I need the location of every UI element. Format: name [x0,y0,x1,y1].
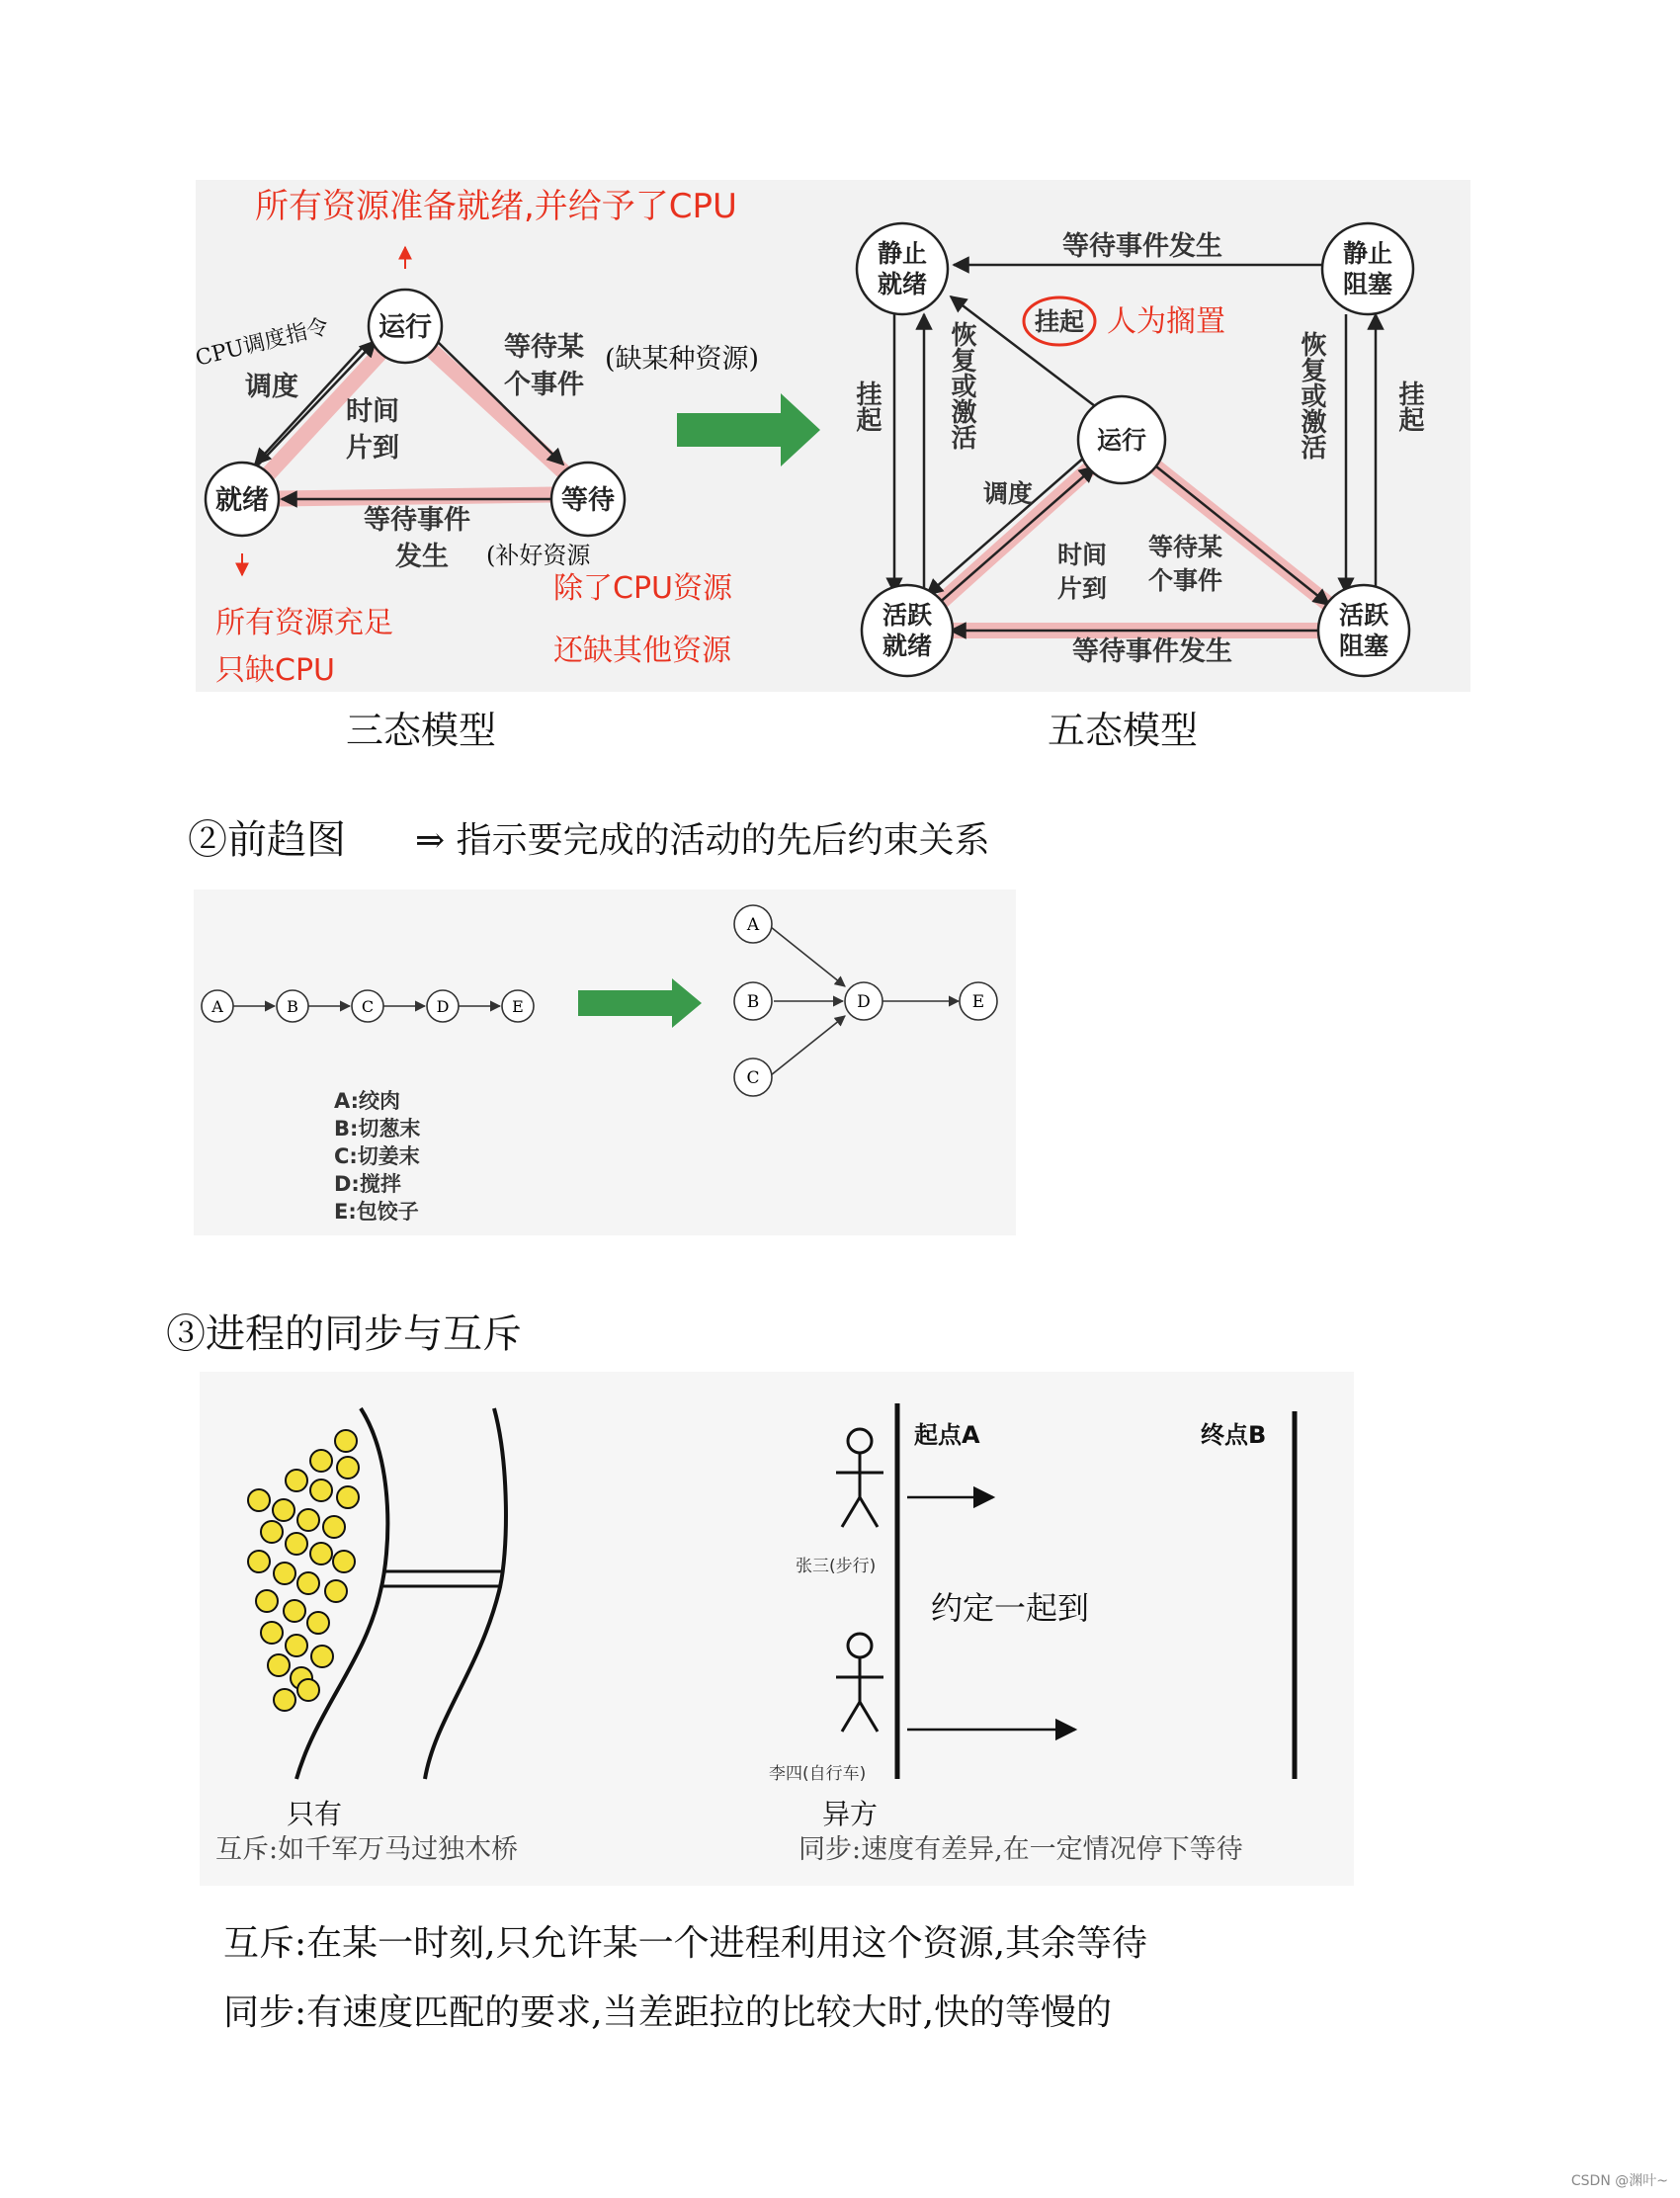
transition-arrow [677,393,820,466]
agree-note: 约定一起到 [931,1589,1090,1627]
crowd-dot [284,1600,305,1622]
note-wait-2: 还缺其他资源 [553,634,731,668]
three-state-model [193,187,759,751]
label-timeslice-2: 片到 [346,433,399,464]
label-event-occur-top: 等待事件发生 [1062,231,1222,262]
river-bank-right [425,1408,506,1779]
crowd-dot [273,1499,294,1521]
edge-c-d [771,1016,845,1075]
node-running-label: 运行 [378,312,432,343]
node-static-blocked-2: 阻塞 [1342,270,1393,298]
note-ready-1: 所有资源充足 [215,606,393,640]
crowd-dot [274,1689,295,1711]
node-ready-label: 就绪 [215,485,269,516]
chain-node-label: C [361,997,375,1016]
label-wait-event-1: 等待某 [504,332,584,363]
note-cpu-sched: CPU调度指令 [193,314,332,372]
crowd-dot [286,1533,307,1555]
crowd-dot [335,1430,357,1452]
mutex-hand-note: 只有 [287,1798,343,1830]
legend-item: E:包饺子 [334,1200,419,1224]
legend-item: C:切姜末 [334,1144,420,1168]
node-active-blocked-1: 活跃 [1338,601,1389,630]
node-active-blocked-2: 阻塞 [1338,632,1389,660]
precedence-legend [334,1087,420,1226]
label-event-occur-bottom: 等待事件发生 [1072,636,1232,667]
dag-label-a: A [746,915,760,935]
label-schedule: 调度 [983,479,1034,508]
finish-label: 终点B [1201,1421,1267,1449]
precedence-graph [0,870,1087,1245]
node-static-ready-1: 静止 [877,239,928,268]
crowd-dot [337,1457,359,1479]
label-timeslice-1: 时间 [1057,541,1108,569]
note-manual-suspend: 人为搁置 [1107,304,1225,339]
crowd-dot [310,1479,332,1501]
chain-node-label: B [287,997,298,1016]
legend-item: D:搅拌 [334,1172,401,1196]
crowd-dot [337,1486,359,1508]
three-state-title: 三态模型 [346,709,497,751]
chain-node-label: E [512,997,524,1016]
crowd-dot [248,1489,270,1511]
label-event-occur-1: 等待事件 [364,505,470,536]
crowd-dot [333,1551,355,1572]
label-resume-right: 恢复或激活 [1297,331,1326,460]
label-event-occur-2: 发生 [395,542,449,572]
note-wait-1: 除了CPU资源 [553,571,732,606]
label-wait-event-2: 个事件 [504,370,584,400]
node-active-ready-1: 活跃 [882,601,933,630]
crowd-dot [248,1551,270,1572]
crowd-dot [310,1450,332,1472]
start-label: 起点A [914,1421,980,1449]
crowd-dot [286,1635,307,1656]
crowd-dot [256,1590,278,1612]
node-static-blocked [1322,223,1413,314]
person1-label: 张三(步行) [796,1557,877,1576]
five-state-model [852,223,1425,751]
crowd-dot [268,1654,290,1676]
mutex-definition: 互斥:在某一时刻,只允许某一个进程利用这个资源,其余等待 [223,1923,1148,1964]
crowd-dot [274,1563,295,1584]
linear-chain [202,990,534,1022]
chain-node-label: D [436,997,450,1016]
node-waiting-label: 等待 [561,485,615,516]
dag [734,905,997,1096]
node-running-label: 运行 [1096,426,1147,455]
sync-hand-note: 异方 [822,1798,879,1830]
note-ready-2: 只缺CPU [215,653,335,688]
node-active-ready [862,585,953,676]
crowd-dot [323,1516,345,1538]
crowd-dot [286,1470,307,1491]
dag-label-d: D [857,992,871,1012]
note-lack-resource: (缺某种资源) [605,344,760,375]
legend-item: A:绞肉 [334,1089,401,1113]
sync-caption: 同步:速度有差异,在一定情况停下等待 [798,1834,1243,1865]
label-wait-event-1: 等待某 [1148,533,1223,561]
sync-heading: ③进程的同步与互斥 [166,1311,522,1357]
crowd-dot [297,1572,319,1594]
crowd [248,1430,359,1711]
label-timeslice-2: 片到 [1057,574,1108,603]
transition-arrow [578,978,702,1028]
node-active-ready-2: 就绪 [882,632,933,660]
label-suspend-box: 挂起 [1034,307,1085,336]
label-wait-event-2: 个事件 [1148,566,1223,595]
precedence-note: ⇒ 指示要完成的活动的先后约束关系 [415,820,990,861]
crowd-dot [307,1612,329,1634]
label-resume-left: 恢复或激活 [947,321,976,450]
state-models-figure [0,0,1680,751]
sync-mutex-figure [0,1364,1384,1898]
label-schedule: 调度 [245,372,298,402]
stick-figure-zhangsan [836,1429,883,1527]
person2-label: 李四(自行车) [769,1764,867,1784]
footer-watermark: CSDN @渊叶~ [1570,2173,1668,2189]
crowd-dot [311,1646,333,1667]
five-state-title: 五态模型 [1048,709,1199,751]
crowd-dot [310,1543,332,1564]
note-all-resources-cpu: 所有资源准备就绪,并给予了CPU [255,187,737,226]
node-static-blocked-1: 静止 [1342,239,1393,268]
crowd-dot [261,1622,283,1644]
dag-label-b: B [746,992,760,1012]
node-static-ready-2: 就绪 [877,270,928,298]
stick-figure-lisi [836,1634,883,1732]
dag-label-e: E [971,992,985,1012]
mutex-caption: 互斥:如千军万马过独木桥 [215,1834,519,1865]
sync-definition: 同步:有速度匹配的要求,当差距拉的比较大时,快的等慢的 [223,1992,1113,2033]
label-timeslice-1: 时间 [346,396,399,427]
node-active-blocked [1318,585,1409,676]
chain-node-label: A [211,997,223,1016]
edge-a-d [771,927,845,986]
note-supplement: (补好资源 [486,542,591,569]
dag-label-c: C [746,1068,760,1088]
node-static-ready [857,223,948,314]
crowd-dot [325,1580,347,1602]
legend-item: B:切葱末 [334,1117,421,1141]
crowd-dot [297,1679,319,1701]
label-suspend-right: 挂起 [1394,380,1424,432]
crowd-dot [297,1509,319,1531]
crowd-dot [261,1521,283,1543]
precedence-heading: ②前趋图 [188,817,346,863]
label-suspend-left: 挂起 [852,380,882,432]
